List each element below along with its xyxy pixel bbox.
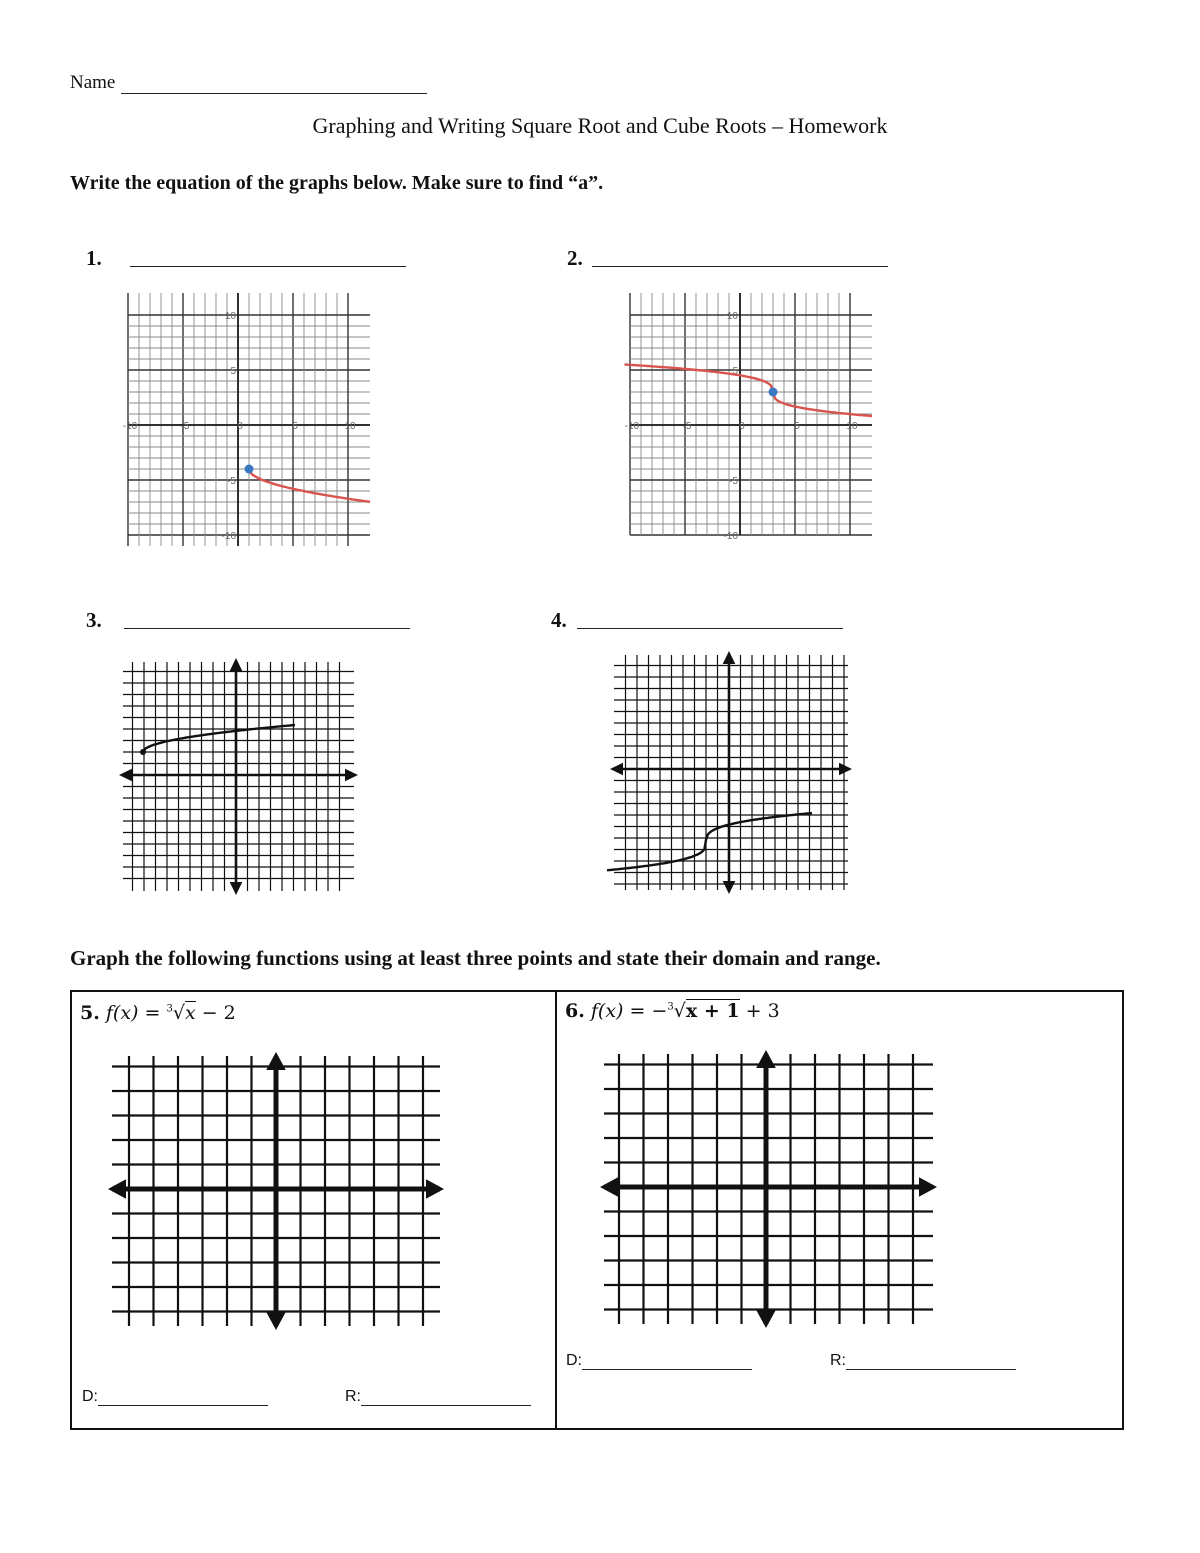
problem-6-number: 6.: [565, 1000, 585, 1022]
y-tick-label: 10: [224, 311, 236, 322]
problem-6-lhs: f(x) = −: [590, 1000, 668, 1022]
problem-3-number: 3.: [86, 608, 102, 632]
problem-6-root-index: 3: [667, 1001, 674, 1013]
x-tick-label: 10: [846, 421, 858, 432]
x-tick-label: 5: [794, 421, 800, 432]
y-tick-label: -5: [227, 476, 236, 487]
range-blank[interactable]: [846, 1354, 1016, 1370]
y-tick-label: 5: [732, 366, 738, 377]
problem-5-rhs: − 2: [195, 1002, 236, 1024]
x-tick-label: 10: [344, 421, 356, 432]
problem-5-lhs: f(x) =: [105, 1002, 167, 1024]
y-axis-arrow-down: [756, 1310, 776, 1328]
instruction-write-equations: Write the equation of the graphs below. Make sure to find “a”.: [70, 172, 604, 194]
y-tick-label: -10: [723, 531, 738, 542]
problem-4-number: 4.: [551, 608, 567, 632]
y-tick-label: -10: [221, 531, 236, 542]
y-tick-label: 5: [230, 366, 236, 377]
y-tick-label: -5: [729, 476, 738, 487]
x-tick-label: -5: [180, 421, 190, 432]
range-label: R:: [345, 1388, 361, 1405]
x-tick-label: -10: [122, 421, 138, 432]
x-tick-label: 0: [739, 421, 745, 432]
domain-blank[interactable]: [98, 1390, 268, 1406]
x-axis-arrow-right: [919, 1177, 937, 1197]
domain-blank[interactable]: [582, 1354, 752, 1370]
problem-5-number: 5.: [80, 1002, 100, 1024]
problem-6-rhs: + 3: [739, 1000, 780, 1022]
instruction-graph-functions: Graph the following functions using at least three points and state their domain and range.: [70, 946, 881, 970]
radical-icon: √: [673, 1000, 686, 1022]
x-tick-label: 0: [237, 421, 243, 432]
problem-6-domain[interactable]: [566, 1352, 752, 1370]
problem-1-number: 1.: [86, 246, 102, 270]
y-axis-arrow-up: [756, 1050, 776, 1068]
problem-6-radicand: x + 1: [685, 1000, 740, 1022]
x-tick-label: 5: [292, 421, 298, 432]
problem-5-domain[interactable]: [82, 1388, 268, 1406]
problem-5-radicand: x: [184, 1002, 196, 1024]
range-blank[interactable]: [361, 1390, 531, 1406]
page-title: Graphing and Writing Square Root and Cube Roots – Homework: [312, 113, 888, 138]
name-label: Name: [70, 72, 116, 93]
problem-2-number: 2.: [567, 246, 583, 270]
problem-5-range[interactable]: [345, 1388, 531, 1406]
x-axis-arrow-left: [600, 1177, 618, 1197]
range-label: R:: [830, 1352, 846, 1369]
problem-6-range[interactable]: [830, 1352, 1016, 1370]
x-tick-label: -5: [682, 421, 692, 432]
x-tick-label: -10: [624, 421, 640, 432]
problem-5-root-index: 3: [166, 1003, 173, 1015]
radical-icon: √: [172, 1002, 185, 1024]
domain-label: D:: [82, 1388, 98, 1405]
y-tick-label: 10: [726, 311, 738, 322]
domain-label: D:: [566, 1352, 582, 1369]
